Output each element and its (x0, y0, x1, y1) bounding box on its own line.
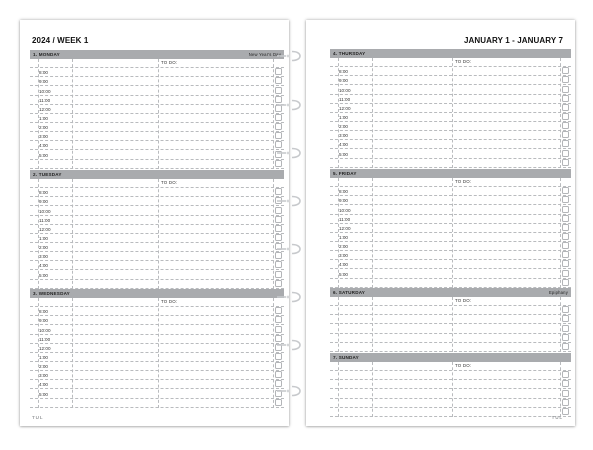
column-divider (338, 178, 339, 288)
time-row[interactable] (330, 399, 571, 408)
todo-checkbox[interactable] (275, 77, 282, 84)
day-grid (30, 59, 284, 169)
time-row[interactable] (30, 160, 284, 169)
time-label: 8:00 (39, 190, 48, 196)
todo-checkbox[interactable] (275, 87, 282, 94)
todo-divider (158, 298, 159, 408)
week-title: 2024 / WEEK 1 (32, 36, 89, 45)
todo-checkbox[interactable] (562, 380, 569, 387)
binder-ring-icon (276, 243, 302, 255)
todo-checkbox[interactable] (275, 353, 282, 360)
time-row[interactable] (30, 77, 284, 86)
holiday-note: New Year's Day (248, 52, 281, 57)
time-row[interactable] (30, 307, 284, 316)
todo-checkbox[interactable] (275, 207, 282, 214)
todo-checkbox[interactable] (562, 343, 569, 350)
time-row[interactable] (330, 315, 571, 324)
time-row[interactable] (330, 104, 571, 113)
time-label: 1:00 (39, 116, 48, 122)
time-label: 8:00 (39, 70, 48, 76)
time-row[interactable] (330, 279, 571, 288)
time-row[interactable] (30, 271, 284, 280)
time-row[interactable] (330, 371, 571, 380)
time-label: 12:00 (39, 345, 51, 351)
brand-logo: TUL (551, 415, 563, 420)
time-label: 12:00 (39, 226, 51, 232)
todo-checkbox[interactable] (562, 104, 569, 111)
todo-checkbox[interactable] (275, 261, 282, 268)
day-grid (330, 178, 571, 288)
time-row[interactable] (30, 371, 284, 380)
day-label: 1. MONDAY (33, 52, 60, 57)
todo-checkbox[interactable] (562, 306, 569, 313)
time-label: 1:00 (339, 115, 348, 121)
todo-checkbox[interactable] (275, 234, 282, 241)
todo-checkbox[interactable] (562, 122, 569, 129)
time-label: 8:00 (339, 189, 348, 195)
time-label: 8:00 (39, 309, 48, 315)
todo-checkbox[interactable] (562, 334, 569, 341)
time-row[interactable] (30, 179, 284, 188)
todo-checkbox[interactable] (562, 131, 569, 138)
time-label: 9:00 (339, 198, 348, 204)
time-label: 11:00 (39, 97, 51, 103)
time-label: 10:00 (39, 208, 51, 214)
binder-ring-icon (276, 50, 302, 62)
time-row[interactable] (30, 206, 284, 215)
time-row[interactable] (330, 251, 571, 260)
todo-divider (452, 58, 453, 168)
time-row[interactable] (330, 306, 571, 315)
time-row[interactable] (330, 85, 571, 94)
time-label: 11:00 (339, 96, 351, 102)
binder-ring-icon (276, 99, 302, 111)
left-page (20, 20, 289, 426)
time-label: 11:00 (339, 216, 351, 222)
time-label: 1:00 (339, 235, 348, 241)
time-row[interactable] (330, 95, 571, 104)
todo-checkbox[interactable] (562, 270, 569, 277)
todo-checkbox[interactable] (275, 114, 282, 121)
todo-checkbox[interactable] (562, 315, 569, 322)
todo-checkbox[interactable] (275, 316, 282, 323)
todo-label: TO DO: (161, 299, 178, 304)
time-row[interactable] (330, 242, 571, 251)
day-grid (330, 362, 571, 417)
time-label: 8:00 (339, 69, 348, 75)
time-row[interactable] (330, 131, 571, 140)
time-label: 9:00 (39, 79, 48, 85)
column-divider (338, 362, 339, 417)
day-header-bar (30, 289, 284, 298)
todo-checkbox[interactable] (275, 160, 282, 167)
checkbox-divider (273, 179, 274, 289)
todo-divider (452, 178, 453, 288)
binder-ring-icon (276, 339, 302, 351)
todo-checkbox[interactable] (562, 242, 569, 249)
todo-checkbox[interactable] (562, 113, 569, 120)
time-row[interactable] (30, 141, 284, 150)
time-row[interactable] (30, 123, 284, 132)
time-label: 10:00 (339, 207, 351, 213)
time-label: 4:00 (39, 382, 48, 388)
todo-checkbox[interactable] (562, 399, 569, 406)
todo-checkbox[interactable] (275, 132, 282, 139)
todo-checkbox[interactable] (562, 206, 569, 213)
column-divider (372, 58, 373, 168)
time-label: 2:00 (339, 124, 348, 130)
todo-label: TO DO: (455, 59, 472, 64)
checkbox-divider (560, 58, 561, 168)
column-divider (38, 59, 39, 169)
time-row[interactable] (30, 316, 284, 325)
todo-checkbox[interactable] (562, 390, 569, 397)
time-row[interactable] (30, 105, 284, 114)
day-label: 6. SATURDAY (333, 290, 366, 295)
time-label: 5:00 (339, 271, 348, 277)
time-row[interactable] (330, 205, 571, 214)
time-row[interactable] (30, 261, 284, 270)
time-row[interactable] (330, 140, 571, 149)
time-row[interactable] (30, 86, 284, 95)
todo-checkbox[interactable] (275, 307, 282, 314)
day-label: 4. THURSDAY (333, 51, 366, 56)
column-divider (372, 178, 373, 288)
time-row[interactable] (30, 380, 284, 389)
todo-checkbox[interactable] (275, 371, 282, 378)
time-row[interactable] (330, 58, 571, 67)
time-row[interactable] (330, 224, 571, 233)
day-section (330, 169, 571, 277)
time-row[interactable] (30, 399, 284, 408)
time-row[interactable] (30, 188, 284, 197)
time-row[interactable] (30, 252, 284, 261)
time-label: 11:00 (39, 336, 51, 342)
binder-ring-icon (276, 195, 302, 207)
time-label: 2:00 (39, 245, 48, 251)
checkbox-divider (273, 298, 274, 408)
day-label: 7. SUNDAY (333, 355, 359, 360)
todo-checkbox[interactable] (562, 215, 569, 222)
todo-checkbox[interactable] (562, 260, 569, 267)
todo-checkbox[interactable] (275, 123, 282, 130)
time-label: 9:00 (39, 199, 48, 205)
binder-ring-icon (276, 385, 302, 397)
todo-checkbox[interactable] (562, 371, 569, 378)
time-row[interactable] (30, 243, 284, 252)
todo-checkbox[interactable] (275, 225, 282, 232)
column-divider (38, 298, 39, 408)
day-section (330, 353, 571, 368)
todo-checkbox[interactable] (275, 216, 282, 223)
time-row[interactable] (30, 225, 284, 234)
todo-checkbox[interactable] (275, 399, 282, 406)
column-divider (38, 179, 39, 289)
day-grid (330, 58, 571, 168)
time-label: 3:00 (39, 134, 48, 140)
todo-label: TO DO: (455, 363, 472, 368)
column-divider (72, 179, 73, 289)
day-label: 2. TUESDAY (33, 172, 62, 177)
time-label: 11:00 (39, 217, 51, 223)
checkbox-divider (560, 178, 561, 288)
todo-checkbox[interactable] (275, 362, 282, 369)
todo-checkbox[interactable] (275, 280, 282, 287)
day-header-bar (330, 169, 571, 178)
todo-checkbox[interactable] (562, 233, 569, 240)
day-section (330, 49, 571, 157)
todo-divider (452, 362, 453, 417)
time-row[interactable] (330, 67, 571, 76)
day-header-bar (330, 353, 571, 362)
time-label: 4:00 (39, 263, 48, 269)
time-label: 5:00 (39, 391, 48, 397)
time-row[interactable] (330, 178, 571, 187)
column-divider (338, 297, 339, 352)
time-row[interactable] (330, 260, 571, 269)
time-label: 1:00 (39, 355, 48, 361)
todo-label: TO DO: (161, 180, 178, 185)
time-row[interactable] (330, 380, 571, 389)
time-row[interactable] (30, 59, 284, 68)
time-row[interactable] (330, 408, 571, 417)
time-row[interactable] (30, 362, 284, 371)
checkbox-divider (560, 297, 561, 352)
holiday-note: Epiphany (548, 290, 568, 295)
binder-ring-icon (276, 147, 302, 159)
brand-logo: TUL (32, 415, 44, 420)
time-row[interactable] (30, 298, 284, 307)
time-label: 3:00 (39, 373, 48, 379)
time-row[interactable] (330, 122, 571, 131)
day-section (330, 288, 571, 303)
column-divider (372, 362, 373, 417)
time-row[interactable] (30, 114, 284, 123)
column-divider (72, 59, 73, 169)
time-label: 2:00 (39, 125, 48, 131)
day-grid (30, 298, 284, 408)
time-row[interactable] (30, 197, 284, 206)
time-row[interactable] (30, 325, 284, 334)
todo-checkbox[interactable] (275, 271, 282, 278)
time-row[interactable] (330, 324, 571, 333)
todo-checkbox[interactable] (562, 95, 569, 102)
time-label: 5:00 (39, 152, 48, 158)
todo-checkbox[interactable] (562, 140, 569, 147)
day-header-bar (330, 49, 571, 58)
todo-checkbox[interactable] (562, 408, 569, 415)
time-row[interactable] (330, 215, 571, 224)
todo-checkbox[interactable] (562, 86, 569, 93)
column-divider (72, 298, 73, 408)
todo-checkbox[interactable] (562, 187, 569, 194)
todo-label: TO DO: (455, 298, 472, 303)
time-row[interactable] (30, 280, 284, 289)
todo-checkbox[interactable] (562, 76, 569, 83)
time-label: 10:00 (339, 87, 351, 93)
todo-checkbox[interactable] (562, 279, 569, 286)
time-label: 9:00 (39, 318, 48, 324)
time-row[interactable] (30, 96, 284, 105)
day-header-bar (30, 170, 284, 179)
time-row[interactable] (30, 151, 284, 160)
day-grid (30, 179, 284, 289)
time-row[interactable] (30, 68, 284, 77)
binder-ring-icon (276, 291, 302, 303)
time-row[interactable] (330, 233, 571, 242)
time-label: 4:00 (39, 143, 48, 149)
time-row[interactable] (330, 334, 571, 343)
checkbox-divider (273, 59, 274, 169)
todo-divider (158, 59, 159, 169)
todo-checkbox[interactable] (562, 251, 569, 258)
time-label: 4:00 (339, 262, 348, 268)
time-label: 12:00 (339, 105, 351, 111)
todo-checkbox[interactable] (562, 196, 569, 203)
time-row[interactable] (30, 132, 284, 141)
day-grid (330, 297, 571, 352)
time-label: 2:00 (339, 244, 348, 250)
day-section (30, 170, 284, 278)
todo-label: TO DO: (455, 179, 472, 184)
time-row[interactable] (330, 343, 571, 352)
time-label: 10:00 (39, 327, 51, 333)
column-divider (338, 58, 339, 168)
day-header-bar (330, 288, 571, 297)
time-label: 3:00 (339, 253, 348, 259)
time-label: 4:00 (339, 142, 348, 148)
time-label: 12:00 (339, 225, 351, 231)
time-row[interactable] (30, 390, 284, 399)
right-page (306, 20, 575, 426)
time-label: 1:00 (39, 236, 48, 242)
time-row[interactable] (330, 389, 571, 398)
todo-divider (158, 179, 159, 289)
checkbox-divider (560, 362, 561, 417)
time-row[interactable] (30, 335, 284, 344)
day-header-bar (30, 50, 284, 59)
time-row[interactable] (30, 216, 284, 225)
todo-checkbox[interactable] (562, 67, 569, 74)
todo-checkbox[interactable] (275, 68, 282, 75)
time-label: 10:00 (39, 88, 51, 94)
todo-checkbox[interactable] (562, 224, 569, 231)
time-row[interactable] (330, 270, 571, 279)
todo-checkbox[interactable] (562, 150, 569, 157)
time-label: 2:00 (39, 364, 48, 370)
time-label: 3:00 (339, 133, 348, 139)
day-label: 5. FRIDAY (333, 171, 357, 176)
time-row[interactable] (330, 150, 571, 159)
todo-checkbox[interactable] (562, 325, 569, 332)
time-row[interactable] (330, 187, 571, 196)
time-label: 9:00 (339, 78, 348, 84)
time-label: 3:00 (39, 254, 48, 260)
todo-divider (452, 297, 453, 352)
time-label: 5:00 (339, 151, 348, 157)
time-row[interactable] (330, 362, 571, 371)
time-row[interactable] (330, 297, 571, 306)
day-section (30, 289, 284, 397)
date-range-title: JANUARY 1 - JANUARY 7 (463, 36, 563, 45)
time-label: 5:00 (39, 272, 48, 278)
todo-label: TO DO: (161, 60, 178, 65)
todo-checkbox[interactable] (275, 326, 282, 333)
todo-checkbox[interactable] (562, 159, 569, 166)
time-row[interactable] (330, 196, 571, 205)
time-row[interactable] (30, 353, 284, 362)
day-section (30, 50, 284, 158)
column-divider (372, 297, 373, 352)
time-row[interactable] (330, 159, 571, 168)
day-label: 3. WEDNESDAY (33, 291, 70, 296)
time-row[interactable] (30, 234, 284, 243)
time-label: 12:00 (39, 106, 51, 112)
time-row[interactable] (30, 344, 284, 353)
time-row[interactable] (330, 113, 571, 122)
time-row[interactable] (330, 76, 571, 85)
